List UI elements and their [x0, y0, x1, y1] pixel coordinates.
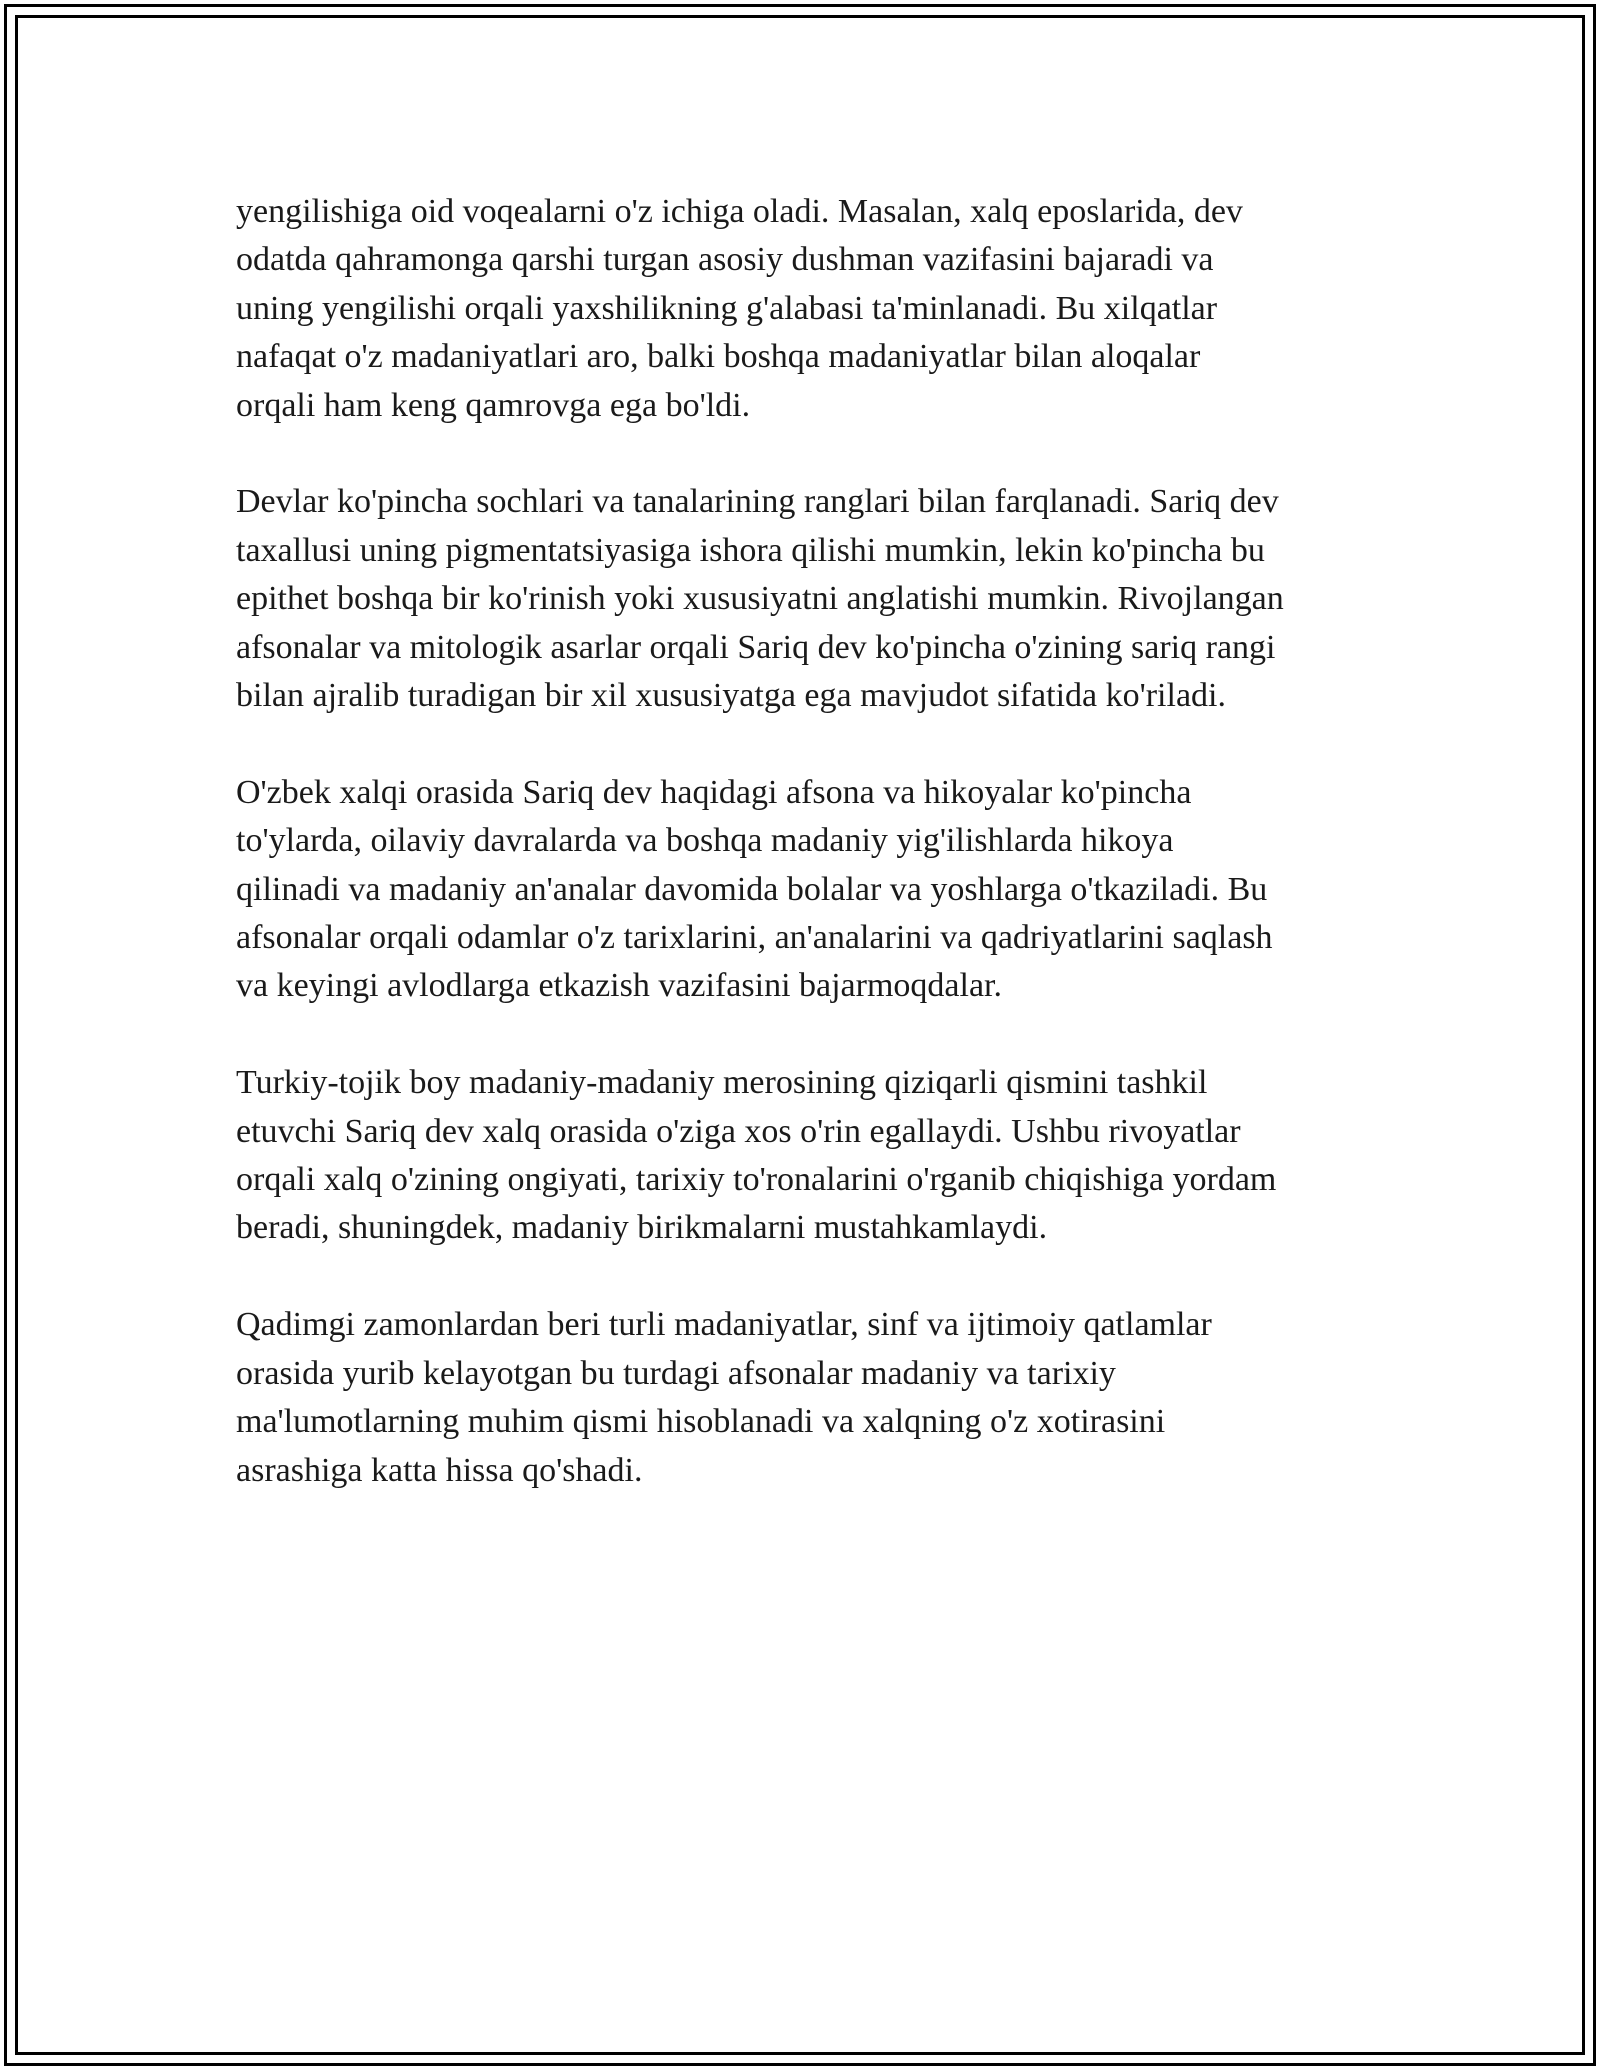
paragraph: Devlar ko'pincha sochlari va tanalarining ranglari bilan farqlanadi. Sariq dev taxallusi uning pigmentatsiyasiga ishora qilishi mumkin, lekin ko'pincha bu epithet boshqa bir ko'rinish yoki xususiyatni anglatishi mumkin. Rivojlangan afsonalar va mitologik asarlar orqali Sariq dev ko'pincha o'zining sariq rangi bilan ajralib turadigan bir xil xususiyatga ega mavjudot sifatida ko'riladi.: [236, 483, 1284, 715]
document-body: [236, 188, 1416, 1543]
paragraph: Turkiy-tojik boy madaniy-madaniy merosining qiziqarli qismini tashkil etuvchi Sariq dev xalq orasida o'ziga xos o'rin egallaydi. Ushbu rivoyatlar orqali xalq o'zining ongiyati, tarixiy to'ronalarini o'rganib chiqishiga yordam beradi, shuningdek, madaniy birikmalarni mustahkamlaydi.: [236, 1064, 1277, 1247]
paragraph: yengilishiga oid voqealarni o'z ichiga oladi. Masalan, xalq eposlarida, dev odatda qahramonga qarshi turgan asosiy dushman vazifasini bajaradi va uning yengilishi orqali yaxshilikning g'alabasi ta'minlanadi. Bu xilqatlar nafaqat o'z madaniyatlari aro, balki boshqa madaniyatlar bilan aloqalar orqali ham keng qamrovga ega bo'ldi.: [236, 193, 1243, 424]
paragraph: O'zbek xalqi orasida Sariq dev haqidagi afsona va hikoyalar ko'pincha to'ylarda, oilaviy davralarda va boshqa madaniy yig'ilishlarda hikoya qilinadi va madaniy an'analar davomida bolalar va yoshlarga o'tkaziladi. Bu afsonalar orqali odamlar o'z tarixlarini, an'analarini va qadriyatlarini saqlash va keyingi avlodlarga etkazish vazifasini bajarmoqdalar.: [236, 773, 1273, 1005]
paragraph: Qadimgi zamonlardan beri turli madaniyatlar, sinf va ijtimoiy qatlamlar orasida yurib kelayotgan bu turdagi afsonalar madaniy va tarixiy ma'lumotlarning muhim qismi hisoblanadi va xalqning o'z xotirasini asrashiga katta hissa qo'shadi.: [236, 1306, 1212, 1489]
